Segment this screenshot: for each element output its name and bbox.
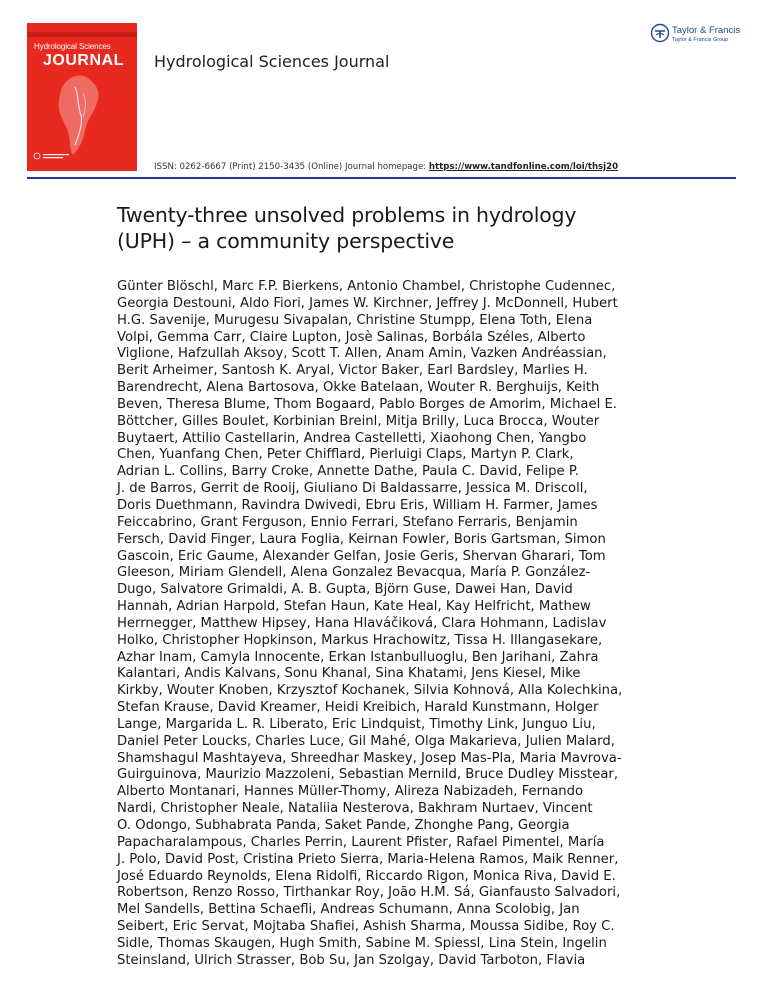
author-line: Gleeson, Miriam Glendell, Alena Gonzalez Bevacqua, María P. González- xyxy=(117,565,591,581)
author-line: Viglione, Hafzullah Aksoy, Scott T. Allen, Anam Amin, Vazken Andréassian, xyxy=(117,346,607,362)
author-line: Nardi, Christopher Neale, Nataliia Nesterova, Bakhram Nurtaev, Vincent xyxy=(117,801,593,817)
author-line: Kirkby, Wouter Knoben, Krzysztof Kochanek, Silvia Kohnová, Alla Kolechkina, xyxy=(117,683,623,699)
author-line: Buytaert, Attilio Castellarin, Andrea Castelletti, Xiaohong Chen, Yangbo xyxy=(117,430,587,446)
author-line: Beven, Theresa Blume, Thom Bogaard, Pablo Borges de Amorim, Michael E. xyxy=(117,396,618,412)
author-line: Adrian L. Collins, Barry Croke, Annette Dathe, Paula C. David, Felipe P. xyxy=(117,464,579,480)
issn-text: ISSN: 0262-6667 (Print) 2150-3435 (Online) Journal homepage: xyxy=(154,162,429,172)
author-line: Mel Sandells, Bettina Schaefli, Andreas Schumann, Anna Scolobig, Jan xyxy=(117,902,580,918)
publisher-logo[interactable] xyxy=(650,23,745,45)
author-line: Chen, Yuanfang Chen, Peter Chifflard, Pierluigi Claps, Martyn P. Clark, xyxy=(117,447,574,463)
author-line: Steinsland, Ulrich Strasser, Bob Su, Jan Szolgay, David Tarboton, Flavia xyxy=(117,952,586,968)
journal-cover-thumbnail xyxy=(27,23,137,171)
author-line: J. de Barros, Gerrit de Rooij, Giuliano Di Baldassarre, Jessica M. Driscoll, xyxy=(117,481,588,497)
author-line: Lange, Margarida L. R. Liberato, Eric Lindquist, Timothy Link, Junguo Liu, xyxy=(117,716,596,732)
author-line: Berit Arheimer, Santosh K. Aryal, Victor Baker, Earl Bardsley, Marlies H. xyxy=(117,363,588,379)
publisher-name: Taylor & Francis xyxy=(672,25,741,36)
cover-map-image xyxy=(27,23,137,171)
author-line: Sidle, Thomas Skaugen, Hugh Smith, Sabine M. Spiessl, Lina Stein, Ingelin xyxy=(117,935,607,951)
author-line: Guirguinova, Maurizio Mazzoleni, Sebastian Mernild, Bruce Dudley Misstear, xyxy=(117,767,619,783)
author-list xyxy=(117,279,657,970)
publisher-subtitle: Taylor & Francis Group xyxy=(672,37,729,43)
author-line: Robertson, Renzo Rosso, Tirthankar Roy, João H.M. Sá, Gianfausto Salvadori, xyxy=(117,885,621,901)
journal-homepage-link[interactable]: https://www.tandfonline.com/loi/thsj20 xyxy=(428,162,619,172)
author-line: J. Polo, David Post, Cristina Prieto Sierra, Maria-Helena Ramos, Maik Renner, xyxy=(117,851,619,867)
author-line: Alberto Montanari, Hannes Müller-Thomy, Alireza Nabizadeh, Fernando xyxy=(117,784,584,800)
author-line: Hannah, Adrian Harpold, Stefan Haun, Kate Heal, Kay Helfricht, Mathew xyxy=(117,599,591,615)
author-line: Dugo, Salvatore Grimaldi, A. B. Gupta, Björn Guse, Dawei Han, David xyxy=(117,582,573,598)
author-line: Herrnegger, Matthew Hipsey, Hana Hlaváčiková, Clara Hohmann, Ladislav xyxy=(117,615,607,631)
author-line: Volpi, Gemma Carr, Claire Lupton, Josè Salinas, Borbála Széles, Alberto xyxy=(117,329,586,345)
issn-line xyxy=(154,162,618,172)
author-line: Georgia Destouni, Aldo Fiori, James W. Kirchner, Jeffrey J. McDonnell, Hubert xyxy=(117,295,618,311)
article-title-line: (UPH) – a community perspective xyxy=(117,229,455,253)
article-title-line: Twenty-three unsolved problems in hydrology xyxy=(117,203,577,227)
author-line: Seibert, Eric Servat, Mojtaba Shafiei, Ashish Sharma, Moussa Sidibe, Roy C. xyxy=(117,919,615,935)
author-line: Kalantari, Andis Kalvans, Sonu Khanal, Sina Khatami, Jens Kiesel, Mike xyxy=(117,666,581,682)
header-rule xyxy=(27,177,736,179)
journal-name: Hydrological Sciences Journal xyxy=(154,52,390,71)
author-line: Fersch, David Finger, Laura Foglia, Keirnan Fowler, Boris Gartsman, Simon xyxy=(117,531,606,547)
author-line: Günter Blöschl, Marc F.P. Bierkens, Antonio Chambel, Christophe Cudennec, xyxy=(117,279,616,294)
author-line: Shamshagul Mashtayeva, Shreedhar Maskey, Josep Mas-Pla, Maria Mavrova- xyxy=(117,750,622,766)
author-line: Barendrecht, Alena Bartosova, Okke Batelaan, Wouter R. Berghuijs, Keith xyxy=(117,380,600,396)
author-line: Stefan Krause, David Kreamer, Heidi Kreibich, Harald Kunstmann, Holger xyxy=(117,700,599,716)
author-line: José Eduardo Reynolds, Elena Ridolfi, Riccardo Rigon, Monica Riva, David E. xyxy=(117,868,616,884)
article-title xyxy=(117,202,717,254)
author-line: O. Odongo, Subhabrata Panda, Saket Pande, Zhonghe Pang, Georgia xyxy=(117,818,570,833)
cover-title-big: JOURNAL xyxy=(43,52,124,69)
cover-title-small: Hydrological Sciences xyxy=(34,42,111,51)
taylor-francis-icon xyxy=(650,23,670,43)
author-line: Doris Duethmann, Ravindra Dwivedi, Ebru Eris, William H. Farmer, James xyxy=(117,497,598,513)
author-line: H.G. Savenije, Murugesu Sivapalan, Christine Stumpp, Elena Toth, Elena xyxy=(117,312,593,328)
author-line: Böttcher, Gilles Boulet, Korbinian Breinl, Mitja Brilly, Luca Brocca, Wouter xyxy=(117,413,600,429)
author-line: Holko, Christopher Hopkinson, Markus Hrachowitz, Tissa H. Illangasekare, xyxy=(117,632,603,648)
author-line: Azhar Inam, Camyla Innocente, Erkan Istanbulluoglu, Ben Jarihani, Zahra xyxy=(117,649,599,665)
author-line: Feiccabrino, Grant Ferguson, Ennio Ferrari, Stefano Ferraris, Benjamin xyxy=(117,514,578,530)
author-line: Gascoin, Eric Gaume, Alexander Gelfan, Josie Geris, Shervan Gharari, Tom xyxy=(117,548,606,564)
author-line: Papacharalampous, Charles Perrin, Laurent Pfister, Rafael Pimentel, María xyxy=(117,834,605,850)
author-line: Daniel Peter Loucks, Charles Luce, Gil Mahé, Olga Makarieva, Julien Malard, xyxy=(117,733,615,749)
cover-publisher-logo xyxy=(33,151,73,161)
